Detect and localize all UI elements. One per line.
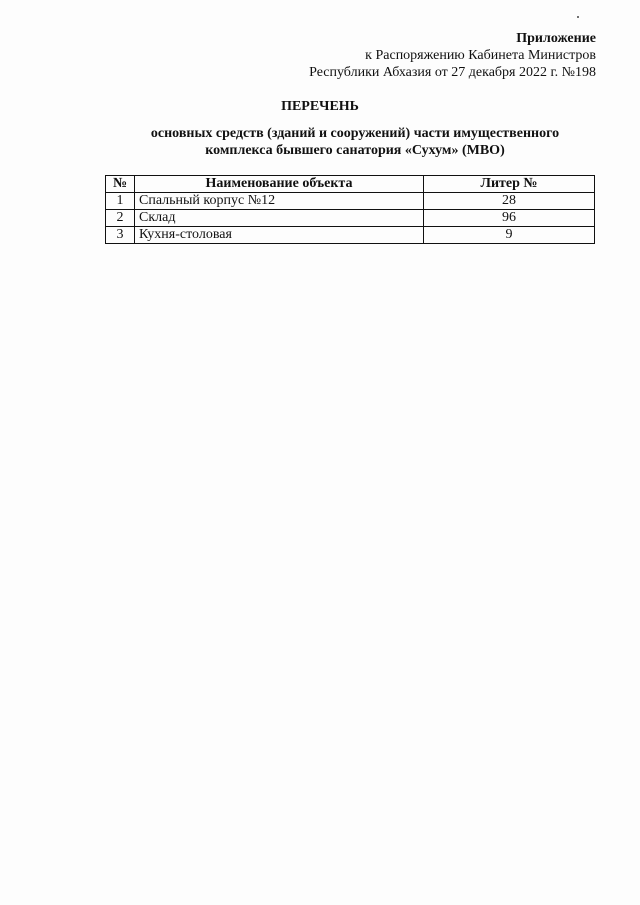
- assets-table: [105, 175, 595, 244]
- row-liter: 96: [424, 210, 595, 227]
- appendix-line-2: Республики Абхазия от 27 декабря 2022 г. №198: [309, 65, 596, 80]
- subtitle-line-2: комплекса бывшего санатория «Сухум» (МВО): [205, 143, 505, 158]
- row-num: 3: [106, 227, 135, 244]
- appendix-block: [309, 30, 596, 81]
- appendix-title: Приложение: [516, 31, 596, 46]
- row-liter: 28: [424, 193, 595, 210]
- table-row: [106, 227, 595, 244]
- table-row: [106, 210, 595, 227]
- header-num: №: [106, 176, 135, 193]
- document-heading: ПЕРЕЧЕНЬ: [281, 99, 359, 114]
- header-liter: Литер №: [424, 176, 595, 193]
- row-num: 2: [106, 210, 135, 227]
- row-name: Спальный корпус №12: [135, 193, 424, 210]
- scan-mark: [577, 16, 579, 18]
- row-num: 1: [106, 193, 135, 210]
- table-header-row: [106, 176, 595, 193]
- appendix-line-1: к Распоряжению Кабинета Министров: [365, 48, 596, 63]
- row-name: Кухня-столовая: [135, 227, 424, 244]
- document-subtitle: [0, 125, 640, 159]
- table-row: [106, 193, 595, 210]
- subtitle-line-1: основных средств (зданий и сооружений) части имущественного: [150, 126, 560, 141]
- row-liter: 9: [424, 227, 595, 244]
- header-name: Наименование объекта: [135, 176, 424, 193]
- row-name: Склад: [135, 210, 424, 227]
